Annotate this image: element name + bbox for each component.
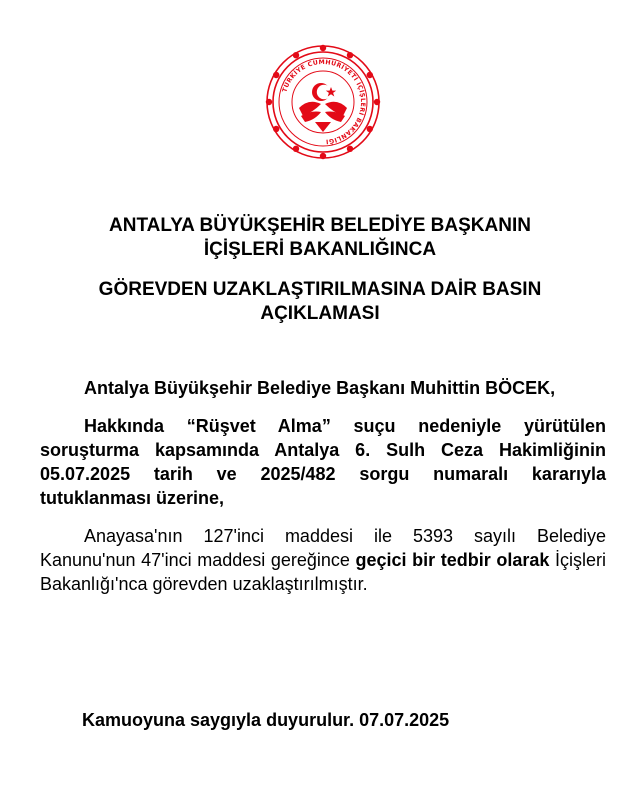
closing-line: Kamuoyuna saygıyla duyurulur. 07.07.2025 (82, 710, 450, 730)
title-line-2: İÇİŞLERİ BAKANLIĞINCA (203, 239, 437, 260)
title-gap (30, 262, 610, 278)
svg-text:TÜRKİYE CUMHURİYETİ İÇİŞLERİ B: TÜRKİYE CUMHURİYETİ İÇİŞLERİ BAKANLIĞI (281, 58, 367, 145)
decision-text-end: İçişleri Bakanlığı'nca görevden uzaklaştırılmıştır. (40, 550, 606, 594)
title-line-4: AÇIKLAMASI (260, 303, 380, 324)
decision-emphasis: geçici bir tedbir olarak (355, 550, 550, 570)
ministry-seal-icon (263, 42, 383, 162)
title-line-3: GÖREVDEN UZAKLAŞTIRILMASINA DAİR BASIN (98, 279, 542, 300)
decision-text-start: Anayasa'nın 127'inci maddesi ile 5393 sayılı Belediye Kanunu'nun 47'inci maddesi gereğince (40, 526, 606, 570)
paragraph-subject: Antalya Büyükşehir Belediye Başkanı Muhittin BÖCEK, (84, 378, 556, 398)
paragraph-reason: Hakkında “Rüşvet Alma” suçu nedeniyle yürütülen soruşturma kapsamında Antalya 6. Sulh Ceza Hakimliğinin 05.07.2025 tarih ve 2025/482 sorgu numaralı kararıyla tutuklanması üzerine, (40, 416, 606, 508)
statement-body (40, 376, 606, 610)
paragraph-decision (40, 524, 606, 596)
title-line-1: ANTALYA BÜYÜKŞEHİR BELEDİYE BAŞKANIN (109, 215, 531, 236)
document-title (30, 214, 610, 326)
